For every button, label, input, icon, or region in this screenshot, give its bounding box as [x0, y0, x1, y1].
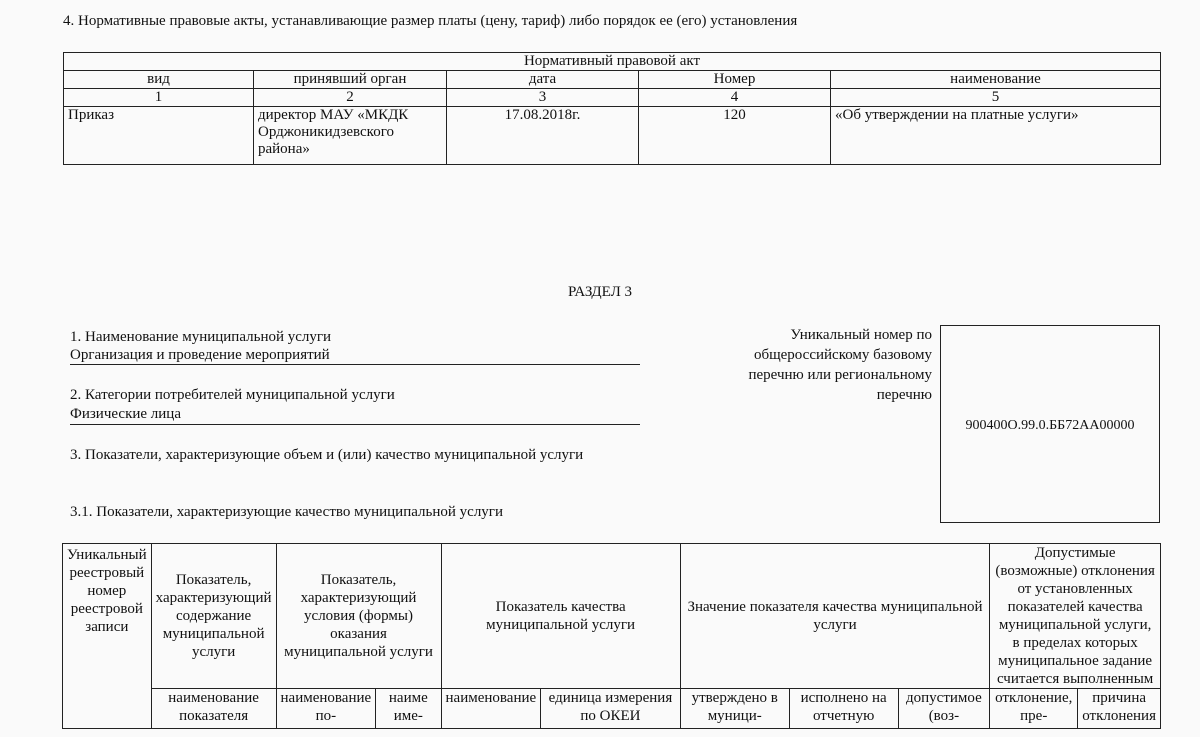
h-quality: Показатель качества муниципальной услуги [441, 544, 680, 689]
unique-number-label: Уникальный номер по общероссийскому базовому перечню или региональному перечню [748, 327, 932, 403]
h-record [63, 544, 152, 729]
item2-label: 2. Категории потребителей муниципальной услуги [70, 387, 395, 403]
h-value: Значение показателя качества муниципальной услуги [680, 544, 990, 689]
quality-indicators-table [62, 543, 1161, 729]
act-name: «Об утверждении на платные услуги» [831, 107, 1161, 165]
col-header-date: дата [447, 71, 639, 89]
item2-value: Физические лица [70, 406, 181, 422]
legal-acts-table [63, 52, 1161, 165]
unique-number-box [940, 325, 1160, 523]
s-unit: единица измерения по ОКЕИ [541, 689, 681, 729]
col-header-number: Номер [639, 71, 831, 89]
h-record-text: Уникальный реестровый номер реестровой записи [67, 547, 147, 635]
s-deviation: отклонение, пре- [990, 689, 1078, 729]
section-title: РАЗДЕЛ 3 [567, 284, 633, 300]
item1 [70, 328, 640, 365]
act-organ [254, 107, 447, 165]
item1-value: Организация и проведение мероприятий [70, 347, 330, 363]
h-deviation: Допустимые (возможные) отклонения от установленных показателей качества муниципальной услуги, в пределах которых муниципальное задание считается выполненным [990, 544, 1161, 689]
col-header-vid: вид [64, 71, 254, 89]
s-allowed: допустимое (воз- [898, 689, 990, 729]
s-reason: причина отклонения [1078, 689, 1161, 729]
legal-act-title: Нормативный правовой акт [64, 53, 1161, 71]
item3-1: 3.1. Показатели, характеризующие качество муниципальной услуги [70, 504, 503, 520]
s-name-ime: наиме име- [376, 689, 441, 729]
col-num-3: 3 [447, 89, 639, 107]
act-date: 17.08.2018г. [447, 107, 639, 165]
section4-heading: 4. Нормативные правовые акты, устанавливающие размер платы (цену, тариф) либо порядок ее (его) установления [63, 13, 798, 29]
s-name-indicator: наименование показателя [151, 689, 276, 729]
act-vid: Приказ [64, 107, 254, 165]
s-name-po: наименование по- [276, 689, 376, 729]
unique-number-code: 900400О.99.0.ББ72АА00000 [965, 418, 1135, 433]
s-approved: утверждено в муници- [680, 689, 789, 729]
act-number: 120 [639, 107, 831, 165]
col-header-organ: принявший орган [254, 71, 447, 89]
col-num-2: 2 [254, 89, 447, 107]
s-naim: наименование [441, 689, 541, 729]
act-organ-text: директор МАУ «МКДК Орджоникидзевского района» [258, 107, 409, 157]
col-header-name: наименование [831, 71, 1161, 89]
col-num-1: 1 [64, 89, 254, 107]
item3: 3. Показатели, характеризующие объем и (или) качество муниципальной услуги [70, 447, 584, 463]
item1-label: 1. Наименование муниципальной услуги [70, 329, 332, 345]
h-content: Показатель, характеризующий содержание муниципальной услуги [151, 544, 276, 689]
s-executed: исполнено на отчетную [789, 689, 898, 729]
h-conditions: Показатель, характеризующий условия (формы) оказания муниципальной услуги [276, 544, 441, 689]
col-num-5: 5 [831, 89, 1161, 107]
col-num-4: 4 [639, 89, 831, 107]
item2 [70, 386, 640, 425]
